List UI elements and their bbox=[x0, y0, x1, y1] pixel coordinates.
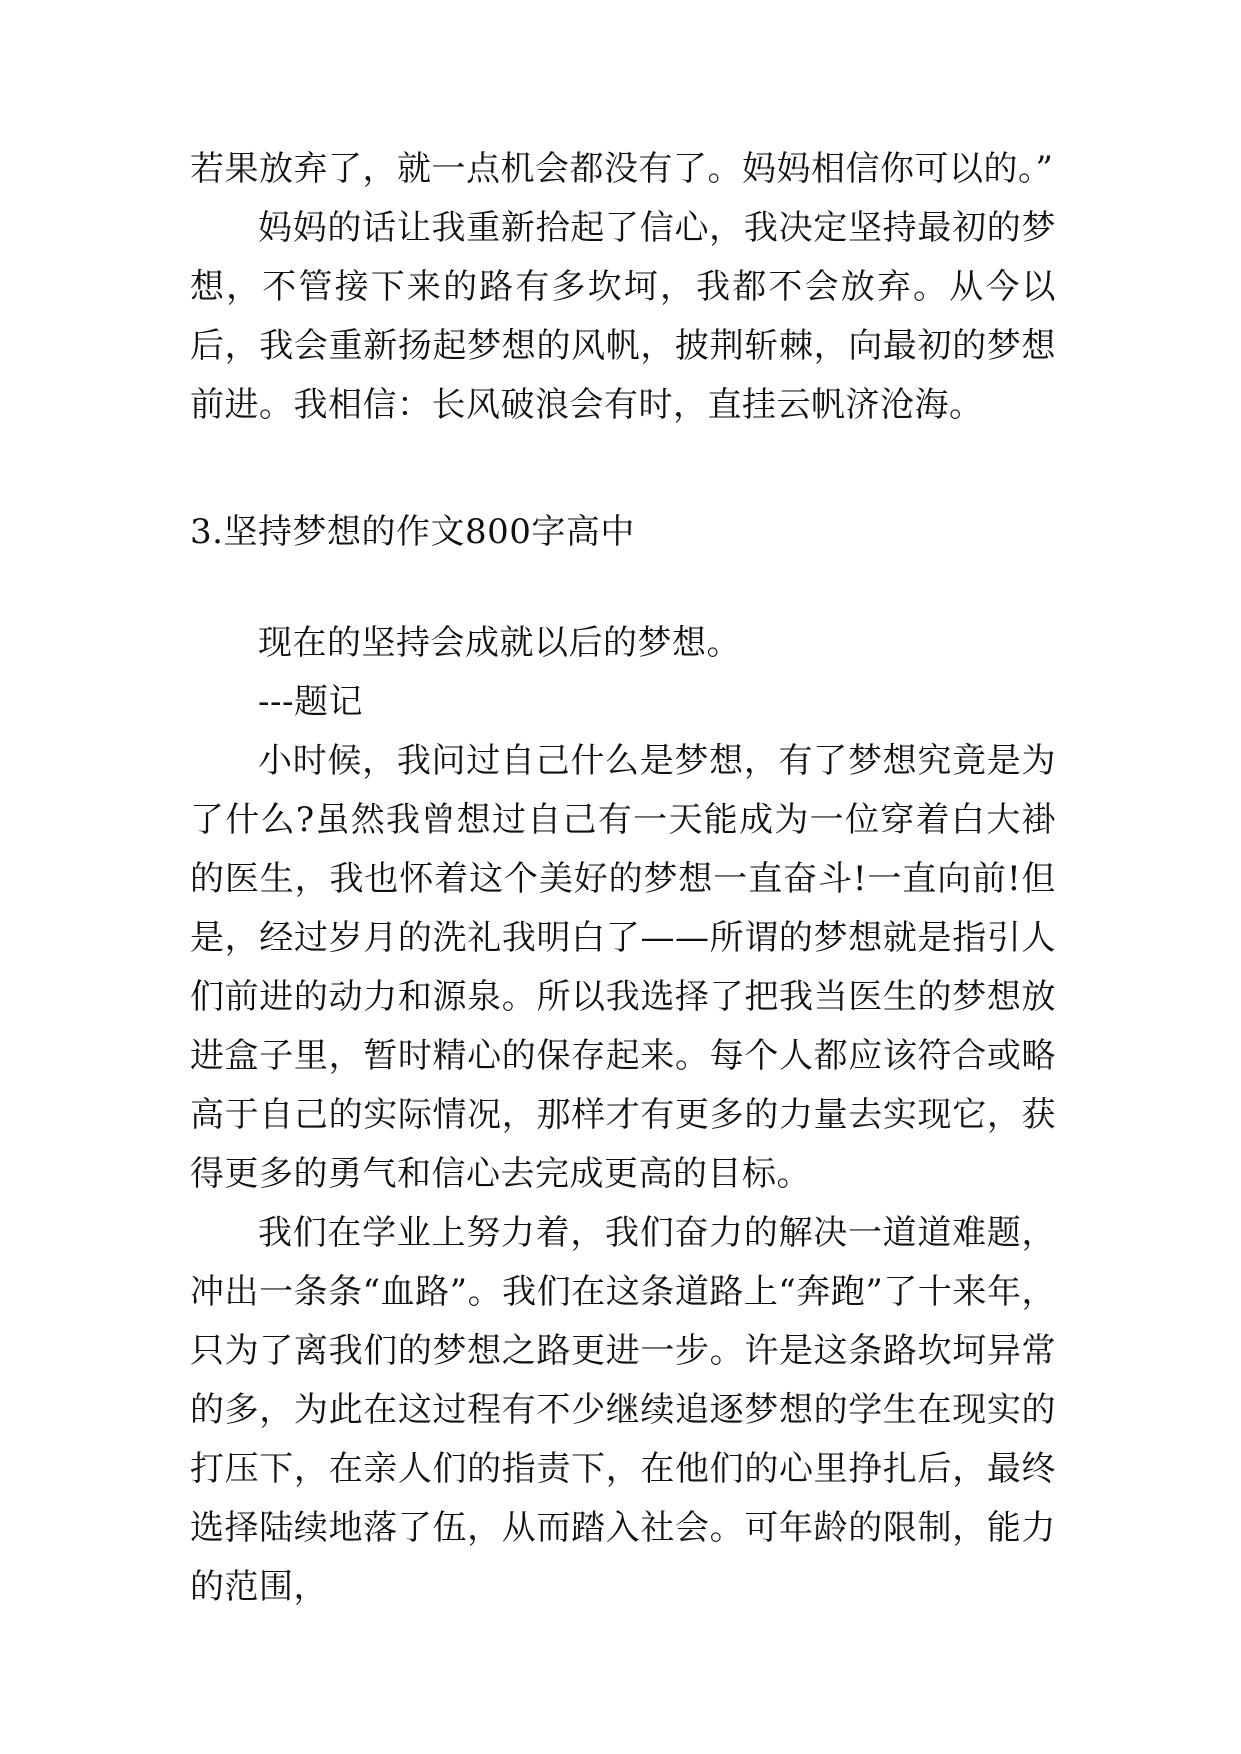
epigraph-source: ---题记 bbox=[258, 682, 363, 722]
paragraph-resolve: 妈妈的话让我重新拾起了信心，我决定坚持最初的梦想，不管接下来的路有多坎坷，我都不会放弃。从今以后，我会重新扬起梦想的风帆，披荆斩棘，向最初的梦想前进。我相信：长风破浪会有时，直挂云帆济沧海。 bbox=[190, 208, 1056, 425]
section-heading: 3.坚持梦想的作文800字高中 bbox=[190, 512, 635, 552]
paragraph-study-path: 我们在学业上努力着，我们奋力的解决一道道难题，冲出一条条“血路”。我们在这条道路上“奔跑”了十来年，只为了离我们的梦想之路更进一步。许是这条路坎坷异常的多，为此在这过程有不少继续追逐梦想的学生在现实的打压下，在亲人们的指责下，在他们的心里挣扎后，最终选择陆续地落了伍，从而踏入社会。可年龄的限制，能力的范围， bbox=[190, 1213, 1056, 1607]
continuation-line: 若果放弃了，就一点机会都没有了。妈妈相信你可以的。” bbox=[190, 149, 1054, 189]
paragraph-childhood-dream: 小时候，我问过自己什么是梦想，有了梦想究竟是为了什么?虽然我曾想过自己有一天能成为一位穿着白大褂的医生，我也怀着这个美好的梦想一直奋斗!一直向前!但是，经过岁月的洗礼我明白了——所谓的梦想就是指引人们前进的动力和源泉。所以我选择了把我当医生的梦想放进盒子里，暂时精心的保存起来。每个人都应该符合或略高于自己的实际情况，那样才有更多的力量去实现它，获得更多的勇气和信心去完成更高的目标。 bbox=[190, 741, 1056, 1194]
epigraph: 现在的坚持会成就以后的梦想。 bbox=[258, 623, 741, 663]
